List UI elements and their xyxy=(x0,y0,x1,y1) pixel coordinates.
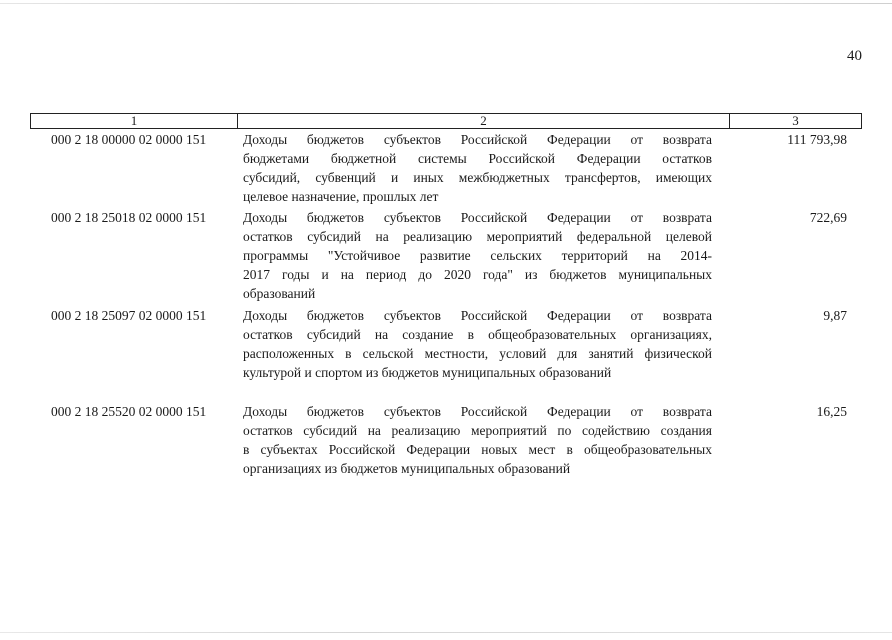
description-line: Доходы бюджетов субъектов Российской Федерации от возврата xyxy=(243,132,712,147)
column-header-1: 1 xyxy=(31,114,238,128)
income-description xyxy=(243,208,712,303)
scan-edge-top xyxy=(0,3,892,4)
description-line: расположенных в сельской местности, условий для занятий физической xyxy=(243,346,712,361)
description-line: Доходы бюджетов субъектов Российской Федерации от возврата xyxy=(243,404,712,419)
column-header-2: 2 xyxy=(238,114,730,128)
budget-code: 000 2 18 25018 02 0000 151 xyxy=(51,210,207,225)
description-line: бюджетами бюджетной системы Российской Федерации остатков xyxy=(243,151,712,166)
income-description xyxy=(243,402,712,478)
amount-value: 111 793,98 xyxy=(787,132,847,147)
budget-code: 000 2 18 00000 02 0000 151 xyxy=(51,132,207,147)
page-number: 40 xyxy=(847,48,862,64)
amount-value: 9,87 xyxy=(823,308,847,323)
column-header-3: 3 xyxy=(792,113,799,128)
description-line: Доходы бюджетов субъектов Российской Федерации от возврата xyxy=(243,308,712,323)
description-line: программы "Устойчивое развитие сельских территорий на 2014- xyxy=(243,248,712,263)
description-line: 2017 годы и на период до 2020 года" из бюджетов муниципальных xyxy=(243,267,712,282)
amount-value: 722,69 xyxy=(809,210,847,225)
table-header-row xyxy=(30,113,862,129)
description-line: остатков субсидий на реализацию мероприятий федеральной целевой xyxy=(243,229,712,244)
income-description xyxy=(243,306,712,382)
description-line: целевое назначение, прошлых лет xyxy=(243,189,439,204)
income-description xyxy=(243,130,712,206)
amount-value: 16,25 xyxy=(816,404,847,419)
budget-code: 000 2 18 25520 02 0000 151 xyxy=(51,404,207,419)
description-line: организациях из бюджетов муниципальных образований xyxy=(243,461,571,476)
scan-edge-bottom xyxy=(0,632,892,633)
description-line: Доходы бюджетов субъектов Российской Федерации от возврата xyxy=(243,210,712,225)
description-line: образований xyxy=(243,286,316,301)
description-line: культурой и спортом из бюджетов муниципальных образований xyxy=(243,365,612,380)
description-line: остатков субсидий на создание в общеобразовательных организациях, xyxy=(243,327,712,342)
description-line: в субъектах Российской Федерации новых мест в общеобразовательных xyxy=(243,442,712,457)
description-line: остатков субсидий на реализацию мероприятий по содействию создания xyxy=(243,423,712,438)
description-line: субсидий, субвенций и иных межбюджетных трансфертов, имеющих xyxy=(243,170,712,185)
budget-code: 000 2 18 25097 02 0000 151 xyxy=(51,308,207,323)
